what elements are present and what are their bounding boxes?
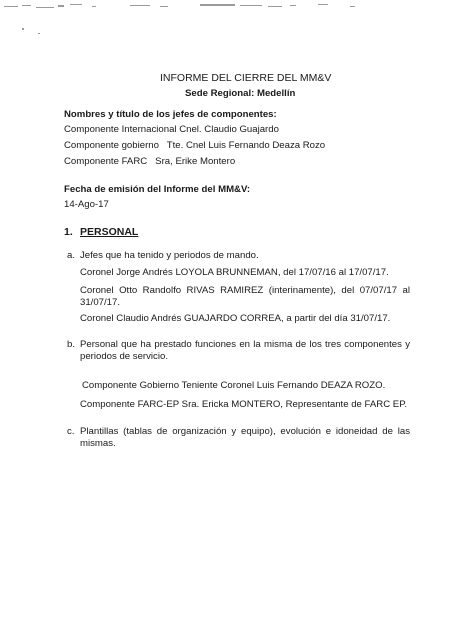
issue-date-label: Fecha de emisión del Informe del MM&V: bbox=[64, 184, 251, 195]
chief-farc: Componente FARC Sra, Erike Montero bbox=[64, 156, 236, 167]
commander-loyola: Coronel Jorge Andrés LOYOLA BRUNNEMAN, del 17/07/16 al 17/07/17. bbox=[80, 267, 389, 278]
report-title: INFORME DEL CIERRE DEL MM&V bbox=[160, 72, 332, 84]
regional-seat: Sede Regional: Medellín bbox=[185, 88, 296, 99]
scan-noise bbox=[0, 0, 474, 40]
commander-rivas: Coronel Otto Randolfo RIVAS RAMIREZ (interinamente), del 07/07/17 al 31/07/17. bbox=[80, 285, 410, 308]
staff-government: Componente Gobierno Teniente Coronel Luis Fernando DEAZA ROZO. bbox=[82, 380, 386, 391]
section-number: 1. bbox=[64, 226, 73, 238]
commander-guajardo: Coronel Claudio Andrés GUAJARDO CORREA, a partir del día 31/07/17. bbox=[80, 313, 391, 324]
item-c-text: Plantillas (tablas de organización y equipo), evolución e idoneidad de las mismas. bbox=[80, 426, 410, 449]
item-b-marker: b. bbox=[67, 339, 76, 350]
chief-international: Componente Internacional Cnel. Claudio Guajardo bbox=[64, 124, 279, 135]
staff-farc: Componente FARC-EP Sra. Ericka MONTERO, Representante de FARC EP. bbox=[80, 399, 408, 410]
item-b-text: Personal que ha prestado funciones en la misma de los tres componentes y periodos de servicio. bbox=[80, 339, 410, 362]
section-title: PERSONAL bbox=[80, 226, 139, 238]
item-c-marker: c. bbox=[67, 426, 75, 437]
chief-government: Componente gobierno Tte. Cnel Luis Fernando Deaza Rozo bbox=[64, 140, 326, 151]
issue-date-value: 14-Ago-17 bbox=[64, 199, 109, 210]
item-a-text: Jefes que ha tenido y periodos de mando. bbox=[80, 250, 259, 261]
item-a-marker: a. bbox=[67, 250, 76, 261]
chiefs-label: Nombres y título de los jefes de componentes: bbox=[64, 109, 277, 120]
